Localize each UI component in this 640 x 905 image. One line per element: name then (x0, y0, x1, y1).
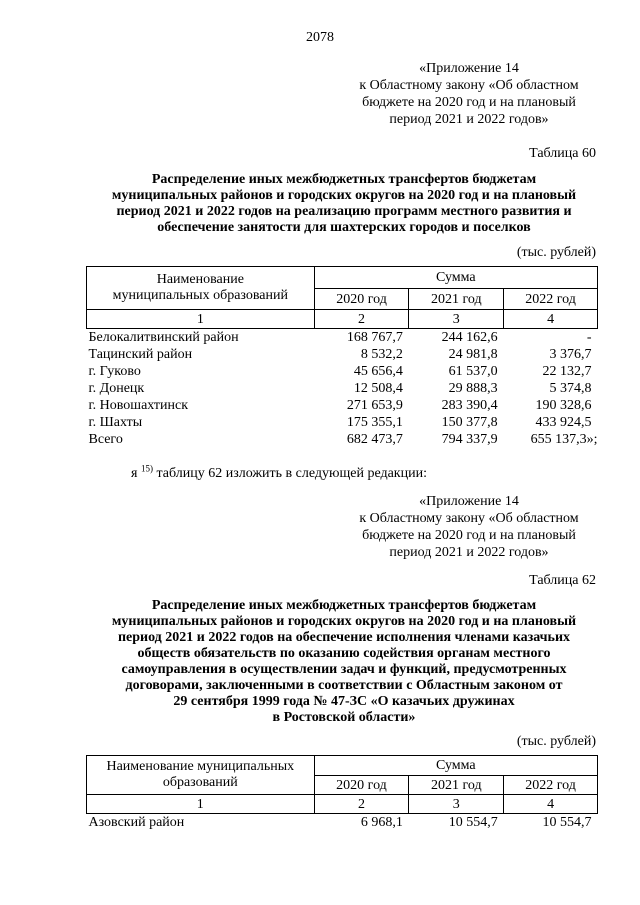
row-name: Белокалитвинский район (88, 330, 239, 345)
row-value: 29 888,3 (448, 381, 498, 396)
total-value: 682 473,7 (346, 432, 403, 447)
header-year: 2021 год (409, 289, 504, 310)
row-name: Азовский район (88, 815, 185, 830)
row-name: г. Новошахтинск (88, 398, 189, 413)
row-value: 175 355,1 (346, 415, 403, 430)
total-label: Всего (88, 432, 123, 447)
header-year: 2022 год (504, 776, 598, 795)
title-line: обществ обязательств по оказанию содействия органам местного (137, 646, 551, 661)
appendix-line: «Приложение 14 (419, 61, 519, 76)
header-number: 1 (87, 310, 315, 329)
title-line: самоуправления в осуществлении задач и функций, предусмотренных (121, 662, 567, 677)
units-label: (тыс. рублей) (516, 734, 596, 749)
row-value: 12 508,4 (353, 381, 403, 396)
header-sum: Сумма (314, 756, 597, 776)
header-year: 2021 год (409, 776, 504, 795)
header-year: 2022 год (504, 289, 598, 310)
table-row (87, 414, 598, 431)
title-line: период 2021 и 2022 годов на реализацию программ местного развития и (116, 204, 572, 219)
row-value: 6 968,1 (360, 815, 403, 830)
title-line: 29 сентября 1999 года № 47-ЗС «О казачьих дружинах (173, 694, 515, 709)
row-value: 283 390,4 (441, 398, 498, 413)
row-name: г. Гуково (88, 364, 141, 379)
appendix-line: к Областному закону «Об областном (359, 78, 579, 93)
table-62 (86, 755, 598, 831)
appendix-line: «Приложение 14 (419, 494, 519, 509)
appendix-line: бюджете на 2020 год и на плановый (362, 95, 576, 110)
units-label: (тыс. рублей) (516, 245, 596, 260)
appendix-heading-2 (343, 493, 595, 561)
title-line: обеспечение занятости для шахтерских городов и поселков (157, 220, 531, 235)
table-row (87, 329, 598, 347)
table-title-60 (84, 172, 604, 236)
total-value: 655 137,3»; (530, 432, 598, 447)
table-label-62: Таблица 62 (529, 573, 596, 588)
row-value: - (586, 330, 592, 345)
row-value: 433 924,5 (535, 415, 592, 430)
row-name: г. Донецк (88, 381, 145, 396)
title-line: в Ростовской области» (272, 710, 416, 725)
appendix-line: бюджете на 2020 год и на плановый (362, 528, 576, 543)
row-value: 61 537,0 (448, 364, 498, 379)
header-number: 2 (314, 310, 409, 329)
header-number: 3 (409, 795, 504, 814)
row-name: Тацинский район (88, 347, 193, 362)
paragraph-footnote: 15) (140, 463, 153, 474)
table-label-60: Таблица 60 (529, 146, 596, 161)
title-line: договорами, заключенными в соответствии с Областным законом от (125, 678, 563, 693)
row-value: 190 328,6 (535, 398, 592, 413)
appendix-heading-1 (343, 60, 595, 128)
table-row (87, 397, 598, 414)
table-row (87, 814, 598, 832)
header-number: 3 (409, 310, 504, 329)
title-line: муниципальных районов и городских округов на 2020 год и на плановый (111, 188, 577, 203)
header-year: 2020 год (314, 289, 409, 310)
table-title-62 (84, 598, 604, 726)
header-number: 2 (314, 795, 409, 814)
row-value: 10 554,7 (542, 815, 592, 830)
row-value: 168 767,7 (346, 330, 403, 345)
row-value: 24 981,8 (448, 347, 498, 362)
header-number: 1 (87, 795, 315, 814)
header-number: 4 (504, 795, 598, 814)
appendix-line: период 2021 и 2022 годов» (389, 545, 549, 560)
row-value: 45 656,4 (353, 364, 403, 379)
paragraph-prefix: я (131, 466, 138, 481)
total-value: 794 337,9 (441, 432, 498, 447)
table-row (87, 346, 598, 363)
table-60 (86, 266, 598, 448)
row-value: 244 162,6 (441, 330, 498, 345)
table-row (87, 380, 598, 397)
header-sum: Сумма (314, 267, 597, 289)
row-value: 271 653,9 (346, 398, 403, 413)
row-value: 5 374,8 (549, 381, 592, 396)
row-value: 10 554,7 (448, 815, 498, 830)
paragraph-text: таблицу 62 изложить в следующей редакции: (152, 466, 427, 481)
row-name: г. Шахты (88, 415, 143, 430)
row-value: 150 377,8 (441, 415, 498, 430)
header-name: Наименование муниципальных образований (87, 267, 315, 310)
header-number: 4 (504, 310, 598, 329)
title-line: муниципальных районов и городских округов на 2020 год и на плановый (111, 614, 577, 629)
row-value: 8 532,2 (360, 347, 403, 362)
header-year: 2020 год (314, 776, 409, 795)
header-name: Наименование муниципальных образований (87, 756, 315, 795)
appendix-line: к Областному закону «Об областном (359, 511, 579, 526)
table-row (87, 363, 598, 380)
page-number: 2078 (306, 30, 334, 45)
title-line: Распределение иных межбюджетных трансфертов бюджетам (151, 598, 537, 613)
appendix-line: период 2021 и 2022 годов» (389, 112, 549, 127)
title-line: Распределение иных межбюджетных трансфертов бюджетам (151, 172, 537, 187)
amendment-paragraph (131, 463, 427, 482)
row-value: 3 376,7 (549, 347, 592, 362)
title-line: период 2021 и 2022 годов на обеспечение исполнения членами казачьих (117, 630, 571, 645)
row-value: 22 132,7 (542, 364, 592, 379)
total-row (87, 431, 598, 448)
